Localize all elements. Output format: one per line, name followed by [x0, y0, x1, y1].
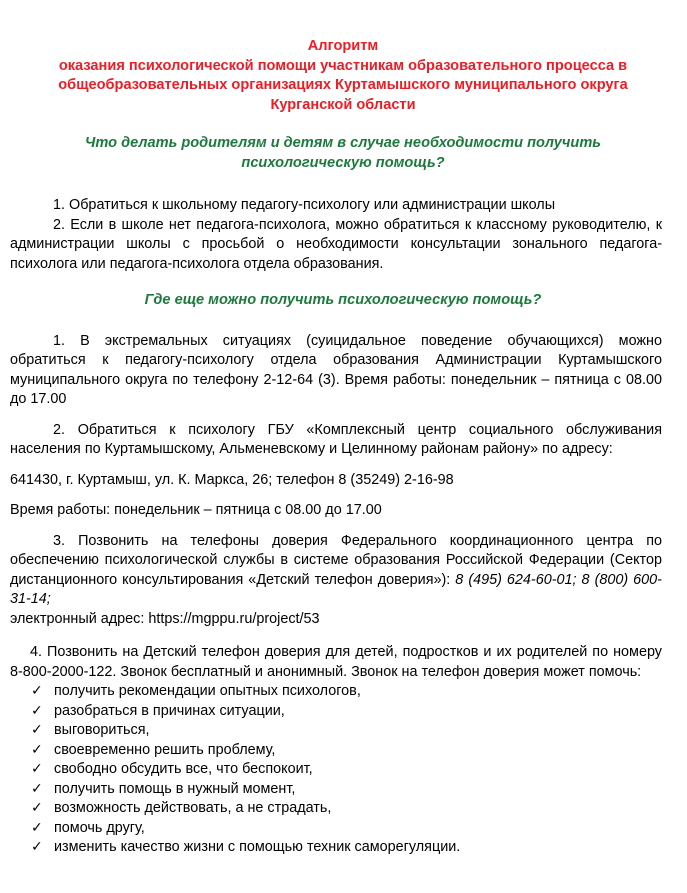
check-icon: ✓ [31, 741, 43, 758]
title-line-4: Курганской области [270, 96, 416, 113]
check-icon: ✓ [31, 702, 43, 719]
list-item [31, 799, 662, 819]
title-line-1: Алгоритм [307, 38, 379, 54]
list-item-text: получить помощь в нужный момент, [54, 780, 296, 797]
check-icon: ✓ [31, 761, 43, 777]
check-icon: ✓ [31, 683, 43, 699]
list-item [31, 838, 662, 858]
list-item-text: свободно обсудить все, что беспокоит, [54, 761, 313, 777]
list-item [31, 721, 662, 741]
list-item-text: своевременно решить проблему, [54, 741, 276, 758]
list-item-text: разобраться в причинах ситуации, [54, 702, 285, 719]
section-1-heading-line-1: Что делать родителям и детям в случае необходимости получить [85, 135, 601, 151]
section-1-item-2: 2. Если в школе нет педагога-психолога, можно обратиться к классному руководителю, к администрации школы с просьбой о необходимости консультации зонального педагога-психолога или педагога-психолога отдела образования. [10, 216, 662, 272]
check-icon: ✓ [31, 780, 43, 797]
help-benefits-list [10, 682, 662, 858]
trust-phone-numbers: 8 (495) 624-60-01; 8 (800) 600-31-14; [10, 571, 662, 607]
email-line: электронный адрес: https://mgppu.ru/project/53 [10, 610, 320, 627]
list-item-text: помочь другу, [54, 819, 145, 836]
title-line-3: общеобразовательных организациях Куртамышского муниципального округа [58, 77, 628, 93]
list-item [31, 741, 662, 761]
check-icon: ✓ [31, 800, 43, 816]
document-title [10, 37, 662, 115]
check-icon: ✓ [31, 722, 43, 738]
list-item [31, 682, 662, 702]
section-2-item-3 [10, 532, 662, 610]
working-hours-line: Время работы: понедельник – пятница с 08.00 до 17.00 [10, 502, 382, 518]
check-icon: ✓ [31, 839, 43, 855]
section-1-heading [10, 134, 662, 173]
list-item-text: получить рекомендации опытных психологов, [54, 683, 361, 699]
list-item [31, 702, 662, 722]
list-item-text: выговориться, [54, 722, 150, 738]
title-line-2: оказания психологической помощи участникам образовательного процесса в [58, 57, 628, 74]
address-line: 641430, г. Куртамыш, ул. К. Маркса, 26; телефон 8 (35249) 2-16-98 [10, 471, 454, 488]
list-item [31, 819, 662, 839]
section-2-heading: Где еще можно получить психологическую помощь? [144, 292, 542, 308]
list-item [31, 760, 662, 780]
check-icon: ✓ [31, 819, 43, 836]
section-1-heading-line-2: психологическую помощь? [241, 154, 445, 171]
section-2-item-2: 2. Обратиться к психологу ГБУ «Комплексный центр социального обслуживания населения по Куртамышскому, Альменевскому и Целинному районам району» по адресу: [10, 421, 662, 457]
list-item-text: изменить качество жизни с помощью техник саморегуляции. [54, 839, 461, 855]
list-item [31, 780, 662, 800]
list-item-text: возможность действовать, а не страдать, [54, 800, 332, 816]
section-2-item-1: 1. В экстремальных ситуациях (суицидальное поведение обучающихся) можно обратиться к педагогу-психологу отдела образования Администрации Куртамышского муниципального округа по телефону 2-12-64 (3). Время работы: понедельник – пятница с 08.00 до 17.00 [10, 332, 662, 407]
section-2-item-4: 4. Позвонить на Детский телефон доверия для детей, подростков и их родителей по номеру 8-800-2000-122. Звонок бесплатный и анонимный. Звонок на телефон доверия может помочь: [10, 644, 662, 680]
section-2-item-3-text: 3. Позвонить на телефоны доверия Федерального координационного центра по обеспечению психологической службы в системе образования Российской Федерации (Сектор дистанционного консультирования «Детский телефон доверия»): [10, 532, 662, 588]
section-1-item-1: 1. Обратиться к школьному педагогу-психологу или администрации школы [53, 197, 556, 213]
